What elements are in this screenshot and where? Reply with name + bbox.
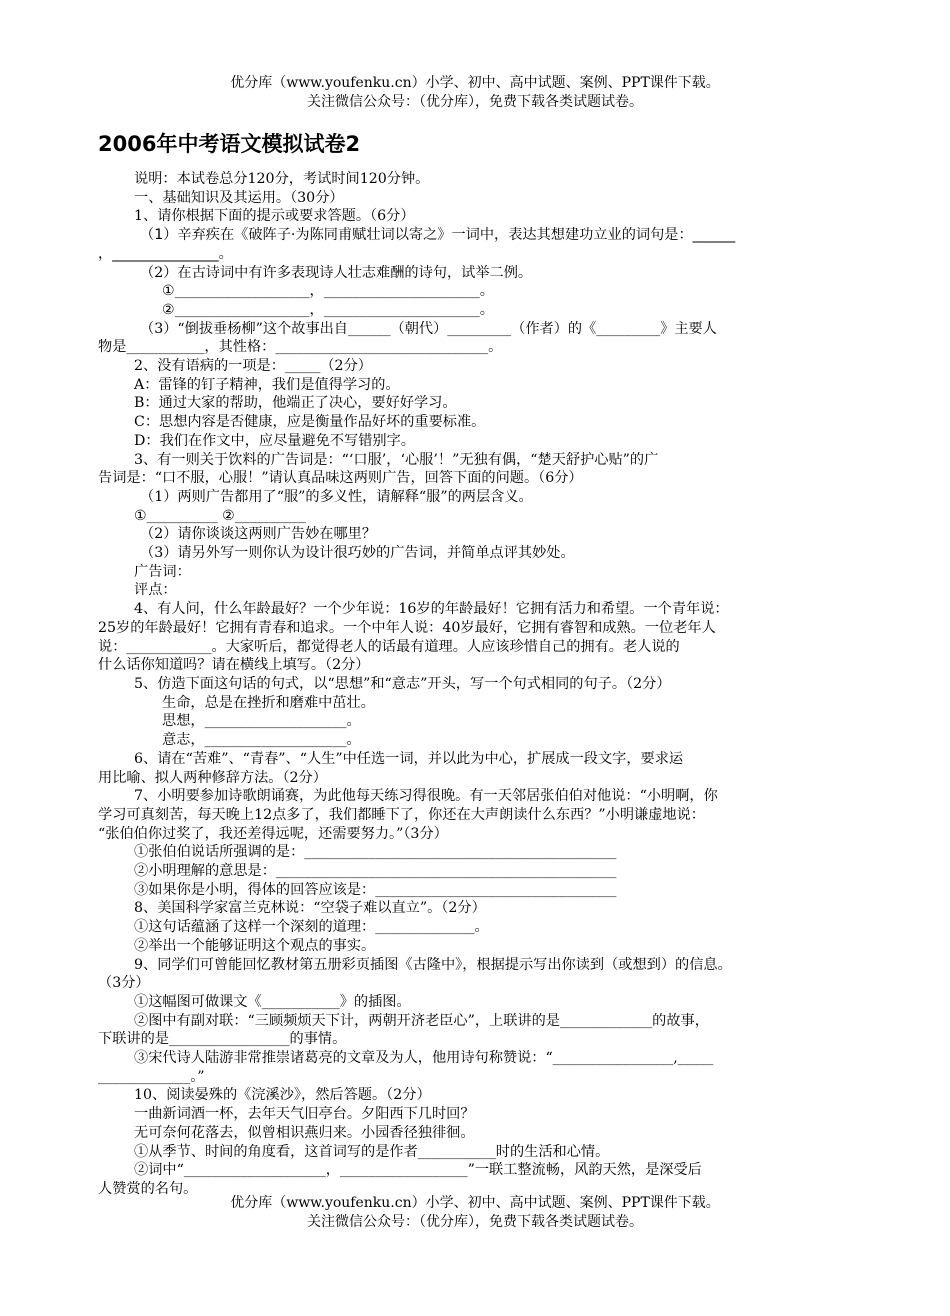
text-line: 人赞赏的名句。 [98,1180,198,1197]
text-line: 说：____________。大家听后，都觉得老人的话最有道理。人应该珍惜自己的拥有。老人说的 [98,638,680,655]
text-line: ①这幅图可做课文《___________》的插图。 [134,993,411,1010]
text-line: 生命，总是在挫折和磨难中茁壮。 [162,694,375,711]
text-line: ②词中“____________________，__________________”一联工整流畅，风韵天然，是深受后 [134,1162,702,1179]
text-line: （1）辛弃疾在《破阵子·为陈同甫赋壮词以寄之》一词中，表达其想建功立业的词句是：______ [140,227,736,244]
text-line: 3、有一则关于饮料的广告词是：“‘口服’，‘心服’！”无独有偶，“楚天舒护心贴”的广 [134,451,659,468]
text-line: 思想，____________________。 [162,713,361,730]
text-line: ①这句话蕴涵了这样一个深刻的道理：______________。 [134,919,489,936]
text-line: ③如果你是小明，得体的回答应该是：__________________________________ [134,881,617,898]
text-line: 一曲新词酒一杯，去年天气旧亭台。夕阳西下几时回？ [134,1106,475,1123]
footer-line-1: 优分库（www.youfenku.cn）小学、初中、高中试题、案例、PPT课件下载。 [230,1195,720,1211]
text-line: （2）请你谈谈这两则广告妙在哪里？ [140,526,377,543]
text-line: ②图中有副对联：“三顾频烦天下计，两朝开济老臣心”，上联讲的是_____________的故事， [134,1012,709,1029]
text-line: 4、有人问，什么年龄最好？一个少年说：16岁的年龄最好！它拥有活力和希望。一个青年说： [134,601,729,618]
text-line: 广告词： [134,563,191,580]
text-line: 7、小明要参加诗歌朗诵赛，为此他每天练习得很晚。有一天邻居张伯伯对他说：“小明啊，你 [134,788,718,805]
text-line: 什么话你知道吗？请在横线上填写。（2分） [98,657,370,674]
text-line: （3）请另外写一则你认为设计很巧妙的广告词，并简单点评其妙处。 [140,545,575,562]
text-line: 评点： [134,582,177,599]
text-line: 6、请在“苦难”、“青春”、“人生”中任选一词，并以此为中心，扩展成一段文字，要求运 [134,750,684,767]
text-line: 一、基础知识及其运用。（30分） [134,189,344,206]
text-line: ②小明理解的意思是：________________________________________________ [134,863,617,880]
text-line: 9、同学们可曾能回忆教材第五册彩页插图《古隆中》，根据提示写出你读到（或想到）的信息。 [134,956,732,973]
text-line: （1）两则广告都用了“服”的多义性，请解释“服”的两层含义。 [140,488,533,505]
header-line-2: 关注微信公众号：（优分库），免费下载各类试题试卷。 [307,94,643,110]
text-line: （2）在古诗词中有许多表现诗人壮志难酬的诗句，试举二例。 [140,264,533,281]
text-line: 2、没有语病的一项是：_____（2分） [134,358,372,375]
text-line: D：我们在作文中，应尽量避免不写错别字。 [134,432,415,449]
text-line: B：通过大家的帮助，他端正了决心，要好好学习。 [134,395,457,412]
text-line: 25岁的年龄最好！它拥有青春和追求。一个中年人说：40岁最好，它拥有睿智和成熟。一位老年人 [98,619,716,636]
text-line: 告词是：“口不服，心服！”请认真品味这两则广告，回答下面的问题。（6分） [98,470,583,487]
text-line: 学习可真刻苦，每天晚上12点多了，我们都睡下了，你还在大声朗读什么东西？”小明谦虚地说： [98,806,705,823]
text-line: 意志，____________________。 [162,732,361,749]
text-line: ①张伯伯说话所强调的是：____________________________________________ [134,844,617,861]
text-line: 10、阅读晏殊的《浣溪沙》，然后答题。（2分） [134,1087,431,1104]
text-line: C：思想内容是否健康，应是衡量作品好坏的重要标准。 [134,414,486,431]
text-line: 5、仿造下面这句话的句式，以“思想”和“意志”开头，写一个句式相同的句子。（2分） [134,675,671,692]
footer-line-2: 关注微信公众号：（优分库），免费下载各类试题试卷。 [307,1214,643,1230]
text-line: 用比喻、拟人两种修辞方法。（2分） [98,769,327,786]
footer [0,1194,950,1232]
text-line: （3）“倒拔垂杨柳”这个故事出自______（朝代）_________（作者）的《_________》主要人 [140,320,717,337]
text-line: （3分） [98,975,150,992]
text-line: A：雷锋的钉子精神，我们是值得学习的。 [134,376,400,393]
text-line: 无可奈何花落去，似曾相识燕归来。小园香径独徘徊。 [134,1124,475,1141]
text-line: 说明：本试卷总分120分，考试时间120分钟。 [134,171,430,187]
text-line: ，_______________。 [98,245,233,262]
text-line: ①从季节、时间的角度看，这首词写的是作者___________时的生活和心情。 [134,1143,610,1160]
text-line: _____________。” [98,1068,205,1085]
text-line: 物是___________，其性格：______________________________。 [98,339,503,356]
text-line: ③宋代诗人陆游非常推崇诸葛亮的文章及为人，他用诗句称赞说：“_________________,_____ [134,1050,714,1067]
text-line: 下联讲的是_________________的事情。 [98,1031,347,1048]
text-line: ②举出一个能够证明这个观点的事实。 [134,937,376,954]
page-title: 2006年中考语文模拟试卷2 [98,132,361,156]
text-line: “张伯伯你过奖了，我还差得远呢，还需要努力。”（3分） [98,825,448,842]
text-line: ②___________________，______________________。 [162,301,494,318]
document-body [98,170,854,1199]
text-line: ①__________ ②__________ [134,507,306,524]
text-line: 8、美国科学家富兰克林说：“空袋子难以直立”。（2分） [134,900,486,917]
header-line-1: 优分库（www.youfenku.cn）小学、初中、高中试题、案例、PPT课件下载。 [230,75,720,91]
text-line: ①___________________，______________________。 [162,283,494,300]
text-line: 1、请你根据下面的提示或要求答题。（6分） [134,208,415,225]
